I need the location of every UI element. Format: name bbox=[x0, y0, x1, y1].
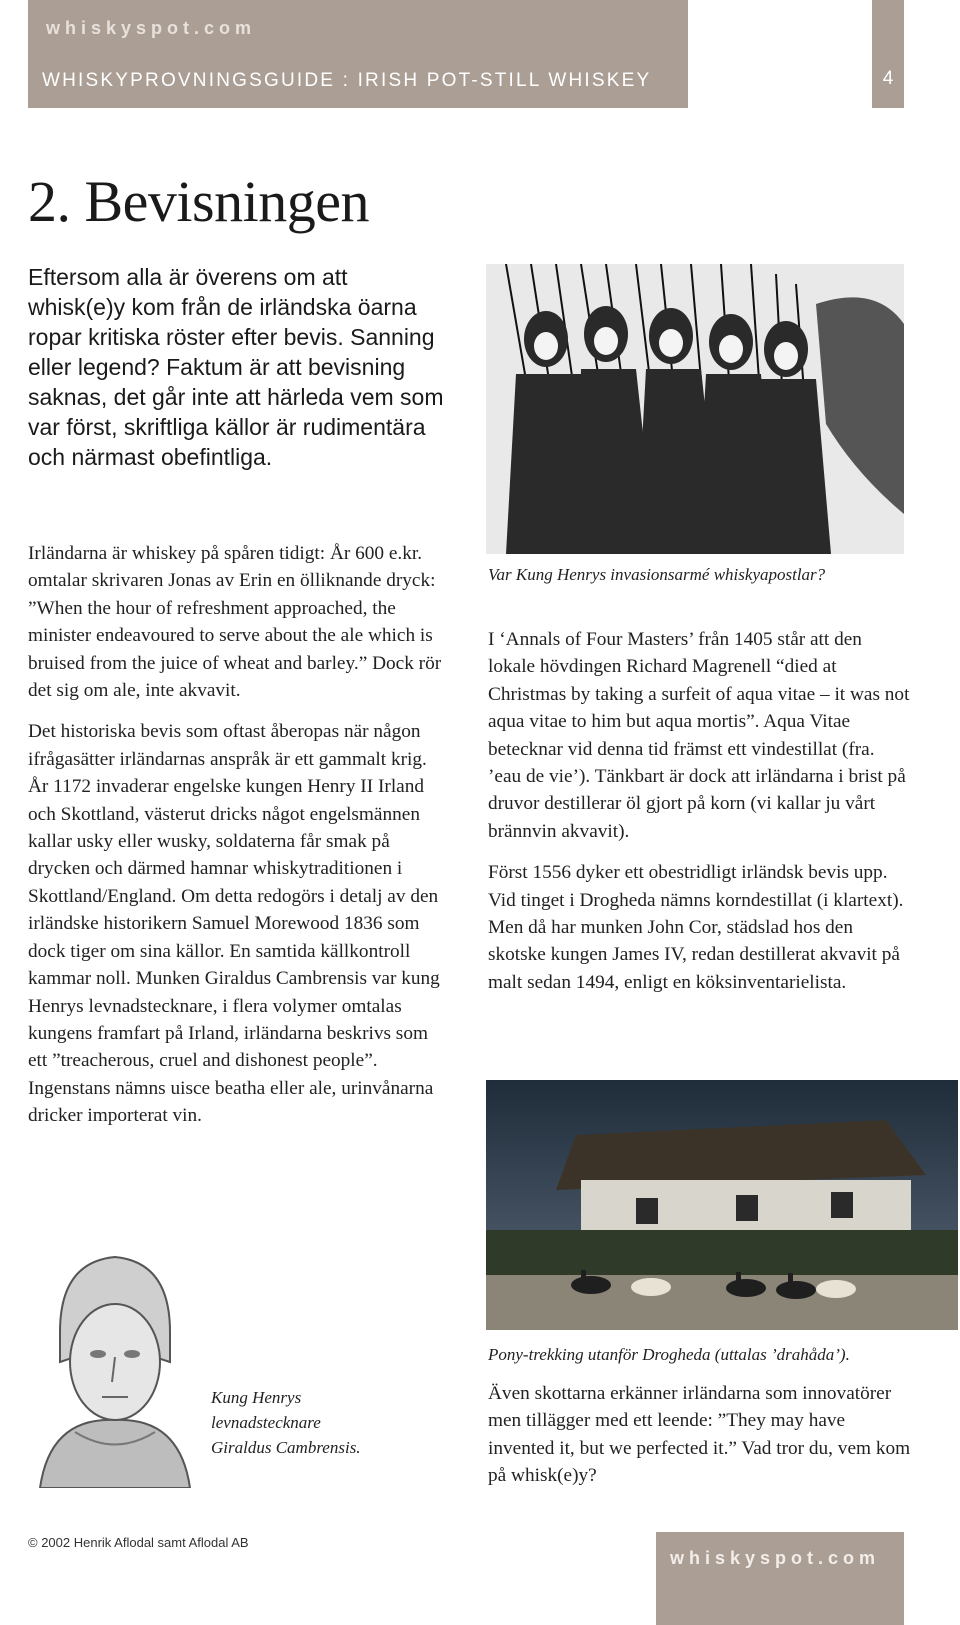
portrait-caption bbox=[211, 1385, 361, 1460]
footer-band bbox=[656, 1532, 904, 1625]
pony-trekking-photo bbox=[486, 1080, 958, 1330]
portrait-caption-line-1: Kung Henrys bbox=[211, 1388, 302, 1407]
page-number: 4 bbox=[882, 68, 894, 89]
woodcut-illustration bbox=[486, 264, 904, 554]
section-heading: 2. Bevisningen bbox=[28, 169, 369, 234]
thatched-house-photo-drawing bbox=[486, 1080, 958, 1330]
closing-paragraph: Även skottarna erkänner irländarna som innovatörer men tillägger med ett leende: ”They may have invented it, but we perfected it.” Vad tror du, vem kom på whisk(e)y? bbox=[488, 1383, 911, 1487]
header-guide-title: WHISKYPROVNINGSGUIDE : IRISH POT-STILL WHISKEY bbox=[42, 70, 652, 91]
portrait-drawing bbox=[20, 1242, 200, 1488]
army-image-caption: Var Kung Henrys invasionsarmé whiskyapostlar? bbox=[488, 565, 826, 584]
body-paragraph-old-war: Det historiska bevis som oftast åberopas när någon ifrågasätter irländarnas anspråk är ett gammalt krig. År 1172 invaderar engelske kungen Henry II Irland och Skottland, västerut dricks något engelsmännen kallar usky eller wusky, soldaterna får smak på drycken och därmed hamnar whiskytraditionen i Skottland/England. Om detta redogörs i detalj av den irländske historikern Samuel Morewood 1836 som dock tiger om sina källor. En samtida källkontroll kammar noll. Munken Giraldus Cambrensis var kung Henrys levnadstecknare, i flera volymer omtalas kungens framfart på Irland, irländarna beskrivs som ett ”treacherous, cruel and dishonest people”. Ingenstans nämns uisce beatha eller ale, urinvånarna dricker importerat vin. bbox=[28, 721, 440, 1127]
body-paragraph-annals: I ‘Annals of Four Masters’ från 1405 står att den lokale hövdingen Richard Magrenell “died at Christmas by taking a surfeit of aqua vitae – it was not aqua vitae to him but aqua mortis”. Aqua Vitae betecknar vid denna tid främst ett vindestillat (fra. ’eau de vie’). Tänkbart är dock att irländarna i brist på druvor destillerar öl gjort på korn (vi kallar ju vårt brännvin akvavit). bbox=[488, 629, 910, 842]
header-site-name[interactable]: whiskyspot.com bbox=[46, 18, 257, 38]
footer-copyright: © 2002 Henrik Aflodal samt Aflodal AB bbox=[28, 1535, 249, 1550]
body-paragraph-early-ale: Irländarna är whiskey på spåren tidigt: År 600 e.kr. omtalar skrivaren Jonas av Erin en ölliknande dryck: ”When the hour of refreshment approached, the minister endeavoured to serve about the ale which is bruised from the juice of wheat and barley.” Dock rör det sig om ale, inte akvavit. bbox=[28, 543, 442, 702]
left-column bbox=[28, 540, 448, 1144]
portrait-caption-line-2: levnadstecknare bbox=[211, 1413, 321, 1432]
right-column bbox=[488, 626, 912, 1010]
portrait-caption-line-3: Giraldus Cambrensis. bbox=[211, 1438, 361, 1457]
invasion-army-woodcut-image bbox=[486, 264, 904, 554]
page-number-tab bbox=[872, 0, 904, 108]
body-paragraph-drogheda: Först 1556 dyker ett obestridligt irländsk bevis upp. Vid tinget i Drogheda nämns korndestillat (i klartext). Men då har munken John Cor, städslad hos den skotske kungen James IV, redan destillerat akvavit på malt sedan 1494, enligt en köksinventarielista. bbox=[488, 862, 904, 993]
header-band bbox=[28, 0, 688, 108]
footer-site-name[interactable]: whiskyspot.com bbox=[670, 1548, 881, 1568]
lead-paragraph: Eftersom alla är överens om att whisk(e)y kom från de irländska öarna ropar kritiska röster efter bevis. Sanning eller legend? Faktum är att bevisning saknas, det går inte att härleda vem som var först, skriftliga källor är rudimentära och närmast obefintliga. bbox=[28, 264, 444, 470]
pony-photo-caption: Pony-trekking utanför Drogheda (uttalas ’drahåda’). bbox=[488, 1345, 850, 1364]
giraldus-portrait-engraving bbox=[20, 1242, 200, 1488]
